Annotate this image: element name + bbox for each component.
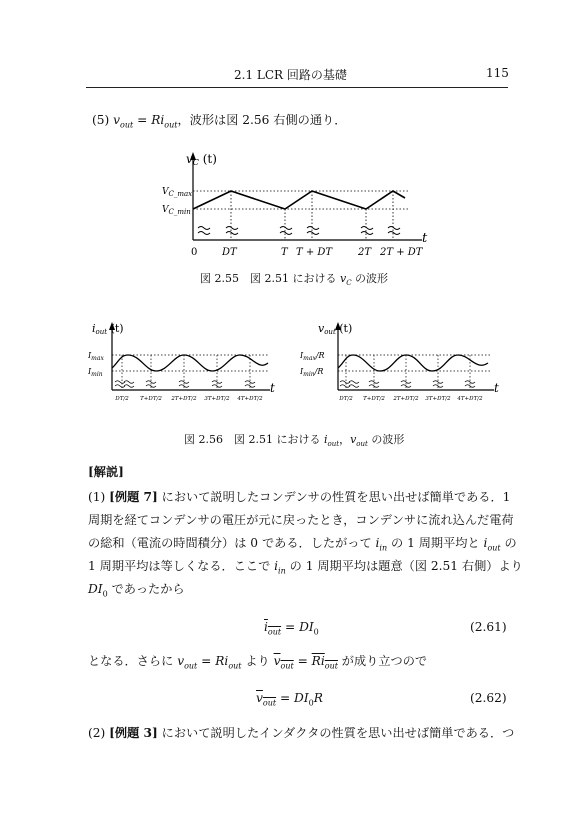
t-axis-label: t — [422, 231, 428, 246]
tick-t: T — [281, 247, 288, 258]
tick-dt2-r: DT/2 — [339, 396, 353, 402]
imin-label: $I_{min}$ — [88, 367, 103, 378]
para1-line1: (1) [例題 7] において説明したコンデンサの性質を思い出せば簡単である．1 — [88, 490, 511, 504]
tick-2t-dt: 2T + DT — [380, 247, 423, 258]
tick-4t-dt2-r: 4T+DT/2 — [457, 396, 483, 402]
para1-line5: $DI_0$ であったから — [88, 582, 185, 599]
tick-t-dt: T + DT — [296, 247, 333, 258]
eq-number-2-61: (2.61) — [470, 620, 507, 634]
equation-2-61: $i_{out} = DI_0$ — [264, 620, 319, 637]
tick-2t: 2T — [358, 247, 372, 258]
item-5-text: (5) $v_{out} = Ri_{out}$，波形は図 2.56 右側の通り． — [92, 113, 347, 130]
tick-3t-dt2: 3T+DT/2 — [204, 396, 230, 402]
t-axis-label-left: t — [270, 381, 275, 395]
header-rule — [86, 87, 508, 88]
t-axis-label-right: t — [494, 381, 499, 395]
imax-r-label: $I_{max}/R$ — [300, 351, 325, 362]
imin-r-label: $I_{min}/R$ — [300, 367, 324, 378]
kaisetsu-heading: [解説] — [88, 465, 124, 479]
tick-2t-dt2-r: 2T+DT/2 — [393, 396, 419, 402]
para3-text: (2) [例題 3] において説明したインダクタの性質を思い出せば簡単である．つ — [88, 726, 515, 740]
vc-axis-label: vC (t) — [186, 152, 217, 167]
tick-3t-dt2-r: 3T+DT/2 — [425, 396, 451, 402]
caption-2-55: 図 2.55 図 2.51 における $v_C$ の波形 — [200, 272, 389, 288]
para1-line3: の総和（電流の時間積分）は 0 である．したがって $i_{in}$ の 1 周期平均と $i_{out}$ の — [88, 536, 517, 553]
tick-t-dt2: T+DT/2 — [140, 396, 162, 402]
running-header-title: 2.1 LCR 回路の基礎 — [234, 68, 347, 82]
iout-axis-label: iout (t) — [92, 322, 124, 336]
para1-line4: 1 周期平均は等しくなる．ここで $i_{in}$ の 1 周期平均は題意（図 2.51 右側）より — [88, 559, 523, 576]
page-number: 115 — [486, 66, 509, 80]
vc-min-label: $V_{C\_min}$ — [162, 205, 191, 216]
figure-2-55 — [160, 150, 450, 290]
para2-text: となる．さらに $v_{out} = Ri_{out}$ より $v_{out} = Ri_{out}$ が成り立つので — [88, 654, 428, 671]
caption-2-56: 図 2.56 図 2.51 における $i_{out}$，$v_{out}$ の波形 — [184, 433, 405, 449]
para1-line2: 周期を経てコンデンサの電圧が元に戻ったとき，コンデンサに流れ込んだ電荷 — [88, 513, 514, 527]
tick-dt2: DT/2 — [115, 396, 129, 402]
vout-axis-label: vout (t) — [318, 322, 353, 336]
tick-2t-dt2: 2T+DT/2 — [171, 396, 197, 402]
figure-2-56-left — [88, 318, 278, 418]
tick-t-dt2-r: T+DT/2 — [363, 396, 385, 402]
tick-0: 0 — [191, 247, 198, 258]
tick-dt: DT — [222, 247, 237, 258]
figure-2-56-right — [300, 318, 500, 418]
equation-2-62: $v_{out} = DI_0R$ — [256, 691, 323, 708]
eq-number-2-62: (2.62) — [470, 691, 507, 705]
imax-label: $I_{max}$ — [88, 351, 104, 362]
tick-4t-dt2: 4T+DT/2 — [237, 396, 263, 402]
vc-max-label: $V_{C\_max}$ — [162, 187, 193, 198]
